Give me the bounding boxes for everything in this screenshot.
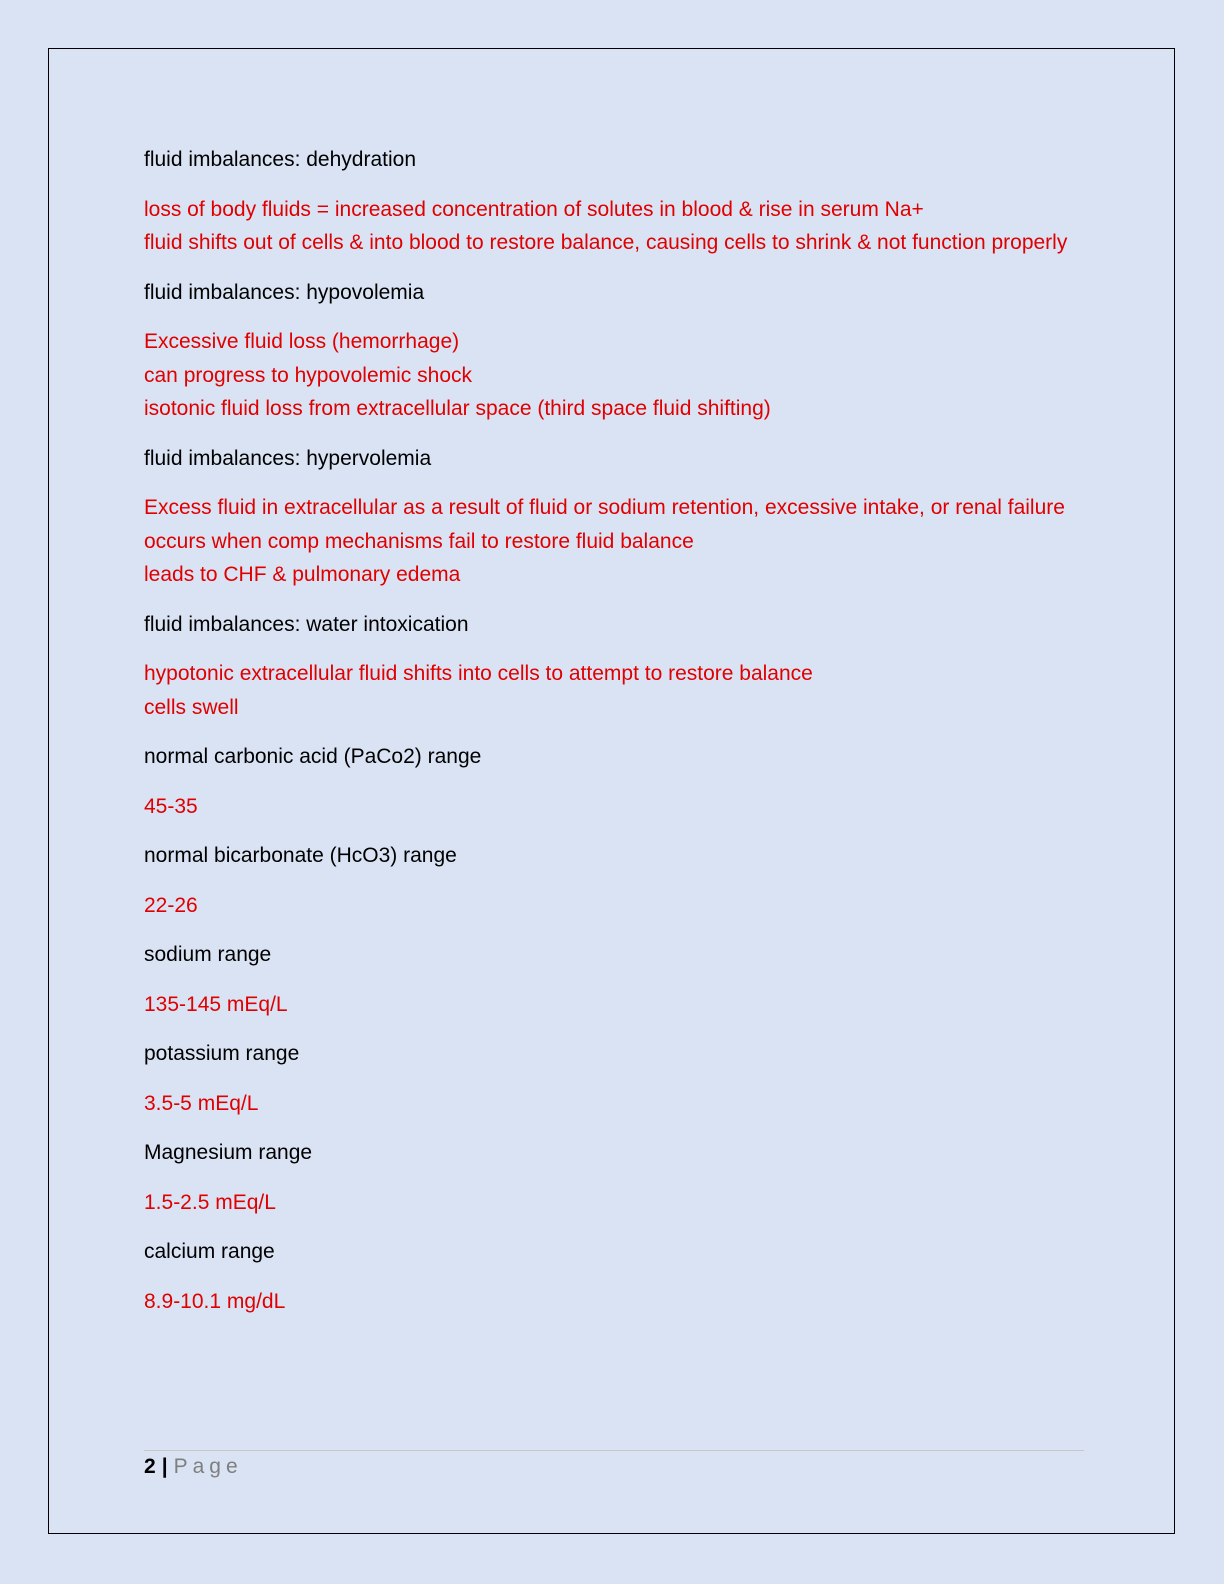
definition-line: can progress to hypovolemic shock bbox=[144, 363, 472, 387]
footer-separator: | bbox=[161, 1455, 168, 1478]
definition-line: 22-26 bbox=[144, 893, 198, 917]
definition-line: occurs when comp mechanisms fail to restore fluid balance bbox=[144, 529, 694, 553]
definition-sodium bbox=[144, 988, 1084, 1022]
definition-line: 45-35 bbox=[144, 794, 198, 818]
definition-line: leads to CHF & pulmonary edema bbox=[144, 563, 461, 586]
term-water-intoxication: fluid imbalances: water intoxication bbox=[144, 612, 469, 636]
definition-line: cells swell bbox=[144, 695, 239, 719]
definition-hypervolemia bbox=[144, 491, 1084, 592]
term-hypervolemia: fluid imbalances: hypervolemia bbox=[144, 446, 432, 470]
definition-hypovolemia bbox=[144, 325, 1084, 426]
definition-calcium bbox=[144, 1285, 1084, 1319]
definition-line: 1.5-2.5 mEq/L bbox=[144, 1190, 276, 1214]
term-dehydration: fluid imbalances: dehydration bbox=[144, 148, 416, 171]
term-calcium: calcium range bbox=[144, 1240, 275, 1263]
term-magnesium: Magnesium range bbox=[144, 1141, 313, 1164]
definition-carbonic-acid bbox=[144, 790, 1084, 824]
flashcard-list bbox=[144, 143, 1084, 1334]
definition-magnesium bbox=[144, 1186, 1084, 1220]
page-number: 2 bbox=[144, 1455, 156, 1478]
page-label: Page bbox=[173, 1455, 243, 1478]
term-carbonic-acid: normal carbonic acid (PaCo2) range bbox=[144, 745, 482, 768]
definition-line: Excessive fluid loss (hemorrhage) bbox=[144, 330, 460, 353]
definition-line: Excess fluid in extracellular as a result of fluid or sodium retention, excessive intake, or renal failure bbox=[144, 496, 1065, 519]
definition-line: 135-145 mEq/L bbox=[144, 992, 288, 1016]
definition-dehydration bbox=[144, 193, 1084, 260]
definition-line: fluid shifts out of cells & into blood to restore balance, causing cells to shrink & not function properly bbox=[144, 231, 1068, 254]
term-sodium: sodium range bbox=[144, 943, 272, 966]
definition-bicarbonate bbox=[144, 889, 1084, 923]
definition-line: isotonic fluid loss from extracellular space (third space fluid shifting) bbox=[144, 397, 771, 420]
term-potassium: potassium range bbox=[144, 1042, 300, 1065]
definition-water-intoxication bbox=[144, 657, 1084, 724]
footer-divider bbox=[144, 1450, 1084, 1451]
term-bicarbonate: normal bicarbonate (HcO3) range bbox=[144, 844, 457, 867]
definition-line: hypotonic extracellular fluid shifts into cells to attempt to restore balance bbox=[144, 662, 813, 685]
definition-potassium bbox=[144, 1087, 1084, 1121]
definition-line: 3.5-5 mEq/L bbox=[144, 1091, 259, 1115]
page-footer bbox=[144, 1452, 243, 1482]
definition-line: 8.9-10.1 mg/dL bbox=[144, 1289, 286, 1313]
definition-line: loss of body fluids = increased concentration of solutes in blood & rise in serum Na+ bbox=[144, 197, 924, 221]
term-hypovolemia: fluid imbalances: hypovolemia bbox=[144, 280, 425, 304]
